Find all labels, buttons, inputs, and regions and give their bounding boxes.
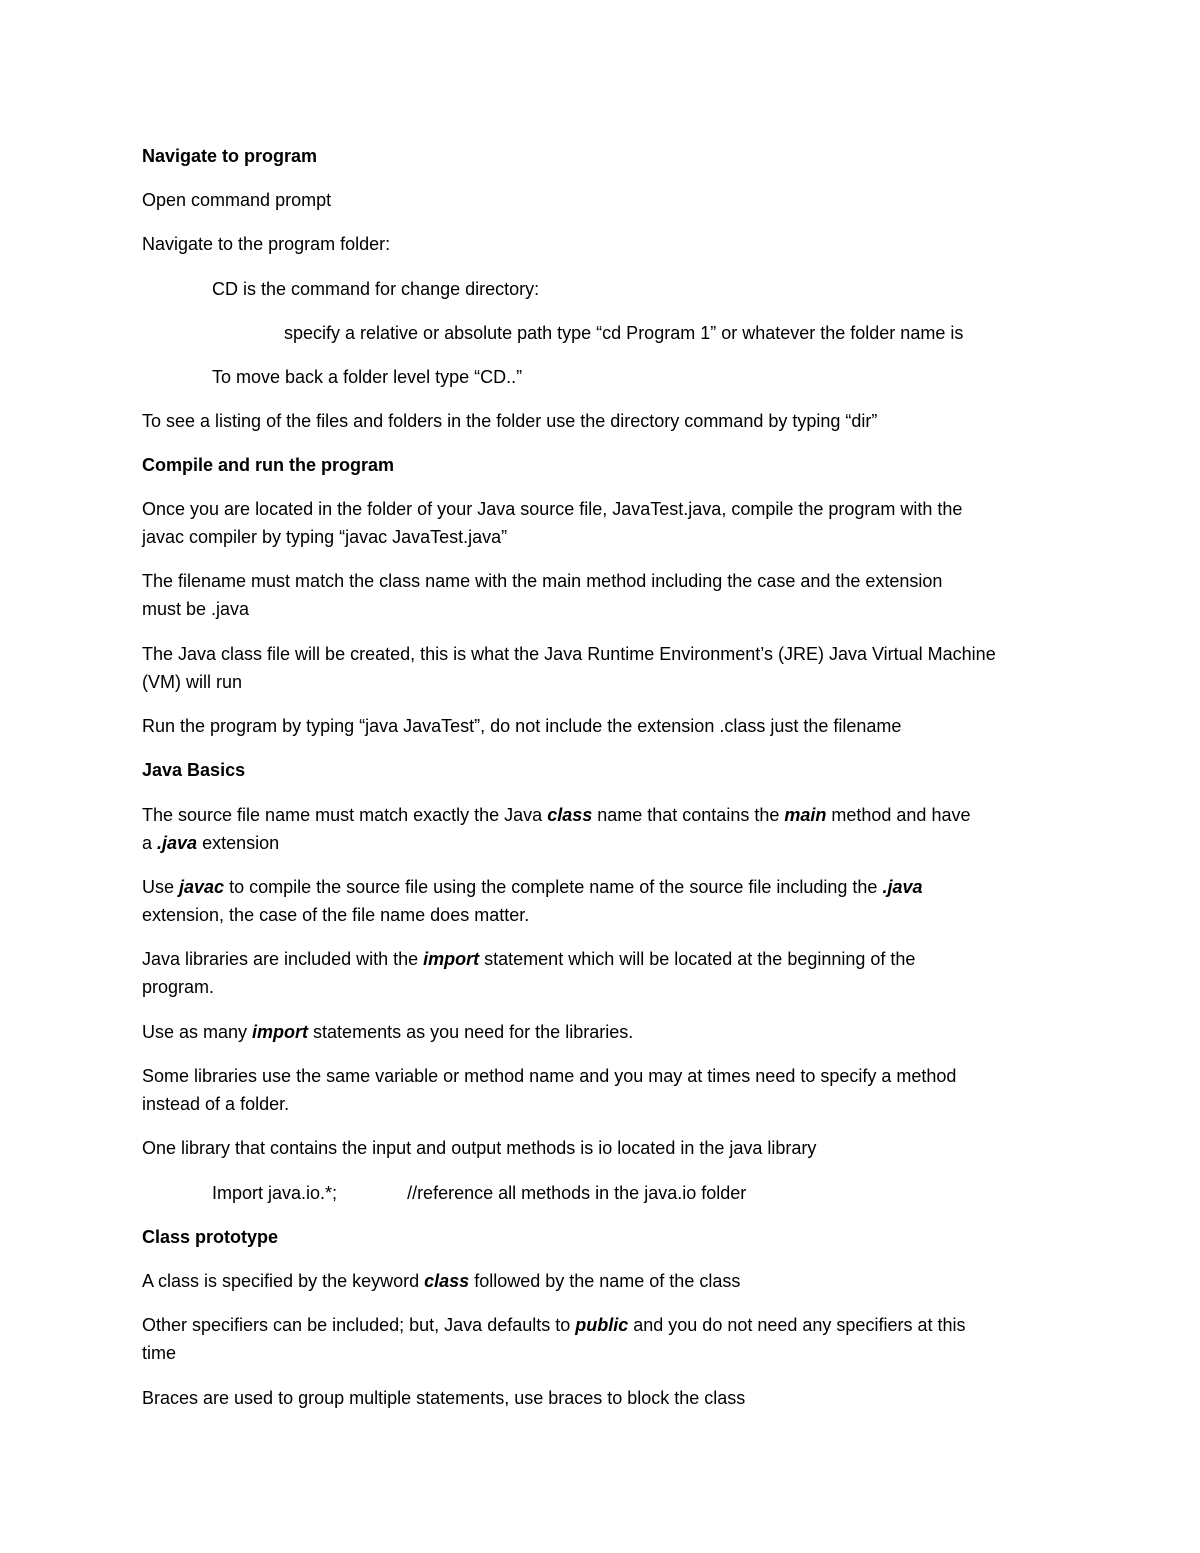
text-run: followed by the name of the class [469,1271,741,1291]
text-run: to compile the source file using the complete name of the source file including the [224,877,883,897]
text-run-program: Run the program by typing “java JavaTest”, do not include the extension .class just the filename [142,716,902,736]
text-open-command-prompt: Open command prompt [142,190,332,210]
text-run: Use as many [142,1022,253,1042]
text-import-statement [212,1179,746,1207]
heading-navigate-to-program: Navigate to program [142,146,318,166]
text-move-back: To move back a folder level type “CD..” [212,367,523,387]
text-navigate-folder: Navigate to the program folder: [142,234,391,254]
text-source-file-line1 [142,801,970,829]
text-use-javac-line2: extension, the case of the file name does matter. [142,905,530,925]
text-cd-command: CD is the command for change directory: [212,279,540,299]
text-filename-line1: The filename must match the class name with the main method including the case and the extension [142,571,943,591]
text-run: a [142,833,158,853]
code-comment: //reference all methods in the java.io folder [407,1183,747,1203]
text-run: method and have [826,805,971,825]
keyword-javac: javac [179,877,225,897]
text-once-located-line1: Once you are located in the folder of your Java source file, JavaTest.java, compile the program with the [142,499,963,519]
text-filename-line2: must be .java [142,599,250,619]
text-run: Use [142,877,180,897]
text-run: and you do not need any specifiers at this [628,1315,966,1335]
keyword-import: import [423,949,480,969]
keyword-java-ext: .java [157,833,198,853]
text-libraries-line1 [142,945,915,973]
text-run: Other specifiers can be included; but, Java defaults to [142,1315,576,1335]
text-run: The source file name must match exactly the Java [142,805,548,825]
text-run: Java libraries are included with the [142,949,424,969]
keyword-class: class [547,805,593,825]
text-run: A class is specified by the keyword [142,1271,425,1291]
text-run: statement which will be located at the beginning of the [479,949,916,969]
text-other-specifiers-line1 [142,1311,965,1339]
keyword-import: import [252,1022,309,1042]
text-libraries-line2: program. [142,977,215,997]
keyword-main: main [784,805,827,825]
text-some-libraries-line2: instead of a folder. [142,1094,290,1114]
text-listing: To see a listing of the files and folders in the folder use the directory command by typing “dir” [142,411,878,431]
text-run: extension [197,833,280,853]
heading-compile-and-run: Compile and run the program [142,455,395,475]
heading-java-basics: Java Basics [142,760,246,780]
text-specify-path: specify a relative or absolute path type “cd Program 1” or whatever the folder name is [284,323,964,343]
text-some-libraries-line1: Some libraries use the same variable or method name and you may at times need to specify a method [142,1066,957,1086]
text-source-file-line2 [142,829,279,857]
keyword-public: public [575,1315,629,1335]
text-braces: Braces are used to group multiple statements, use braces to block the class [142,1388,746,1408]
text-use-as-many [142,1018,633,1046]
text-run: name that contains the [592,805,785,825]
keyword-class: class [424,1271,470,1291]
text-other-specifiers-line2: time [142,1343,177,1363]
text-use-javac-line1 [142,873,922,901]
text-once-located-line2: javac compiler by typing “javac JavaTest.java” [142,527,508,547]
code-import: Import java.io.*; [212,1183,338,1203]
text-class-specified [142,1267,740,1295]
text-classfile-line2: (VM) will run [142,672,243,692]
text-run: statements as you need for the libraries. [308,1022,634,1042]
text-classfile-line1: The Java class file will be created, this is what the Java Runtime Environment’s (JRE) Java Virtual Machine [142,644,996,664]
text-io-library: One library that contains the input and output methods is io located in the java library [142,1138,817,1158]
keyword-java-ext: .java [882,877,923,897]
heading-class-prototype: Class prototype [142,1227,279,1247]
